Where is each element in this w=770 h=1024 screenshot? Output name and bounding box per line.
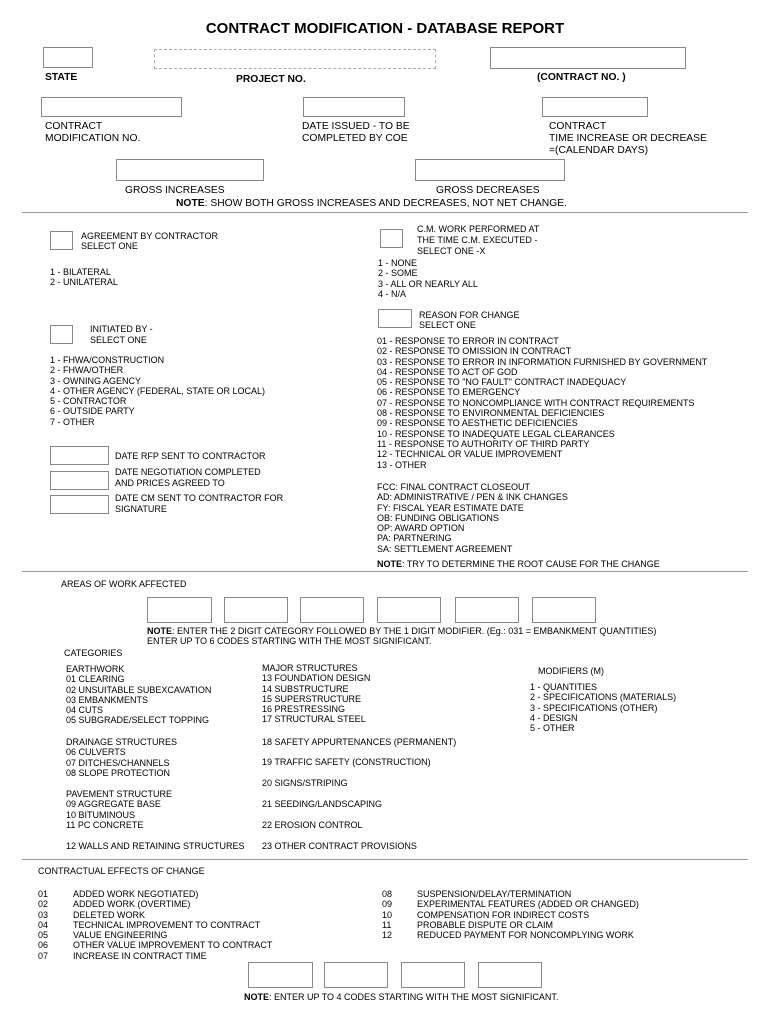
agreement-label-line-2: SELECT ONE [81,241,138,251]
effect-text: ADDED WORK (OVERTIME) [73,899,191,910]
modifier-item: 3 - SPECIFICATIONS (OTHER) [530,702,658,713]
agreement-label-line-1: AGREEMENT BY CONTRACTOR [81,231,219,241]
date-negotiation-field[interactable] [50,471,109,490]
effect-text: REDUCED PAYMENT FOR NONCOMPLYING WORK [417,930,634,941]
effect-text: INCREASE IN CONTRACT TIME [73,950,207,961]
time-change-label-line-1: CONTRACT [549,121,607,132]
reason-option: 07 - RESPONSE TO NONCOMPLIANCE WITH CONTRACT REQUIREMENTS [377,397,695,408]
categories-label: CATEGORIES [64,648,123,658]
note-text: : ENTER UP TO 4 CODES STARTING WITH THE MOST SIGNIFICANT. [269,992,559,1002]
reason-label-line-1: REASON FOR CHANGE [419,310,520,320]
reason-code: FCC: FINAL CONTRACT CLOSEOUT [377,482,531,492]
category-item: 12 WALLS AND RETAINING STRUCTURES [66,841,245,851]
effect-text: VALUE ENGINEERING [73,930,168,941]
note-label: NOTE [176,198,205,209]
initiated-options-list [50,355,265,427]
note-label: NOTE [244,992,270,1002]
cm-work-option: 1 - NONE [378,258,418,268]
initiated-label-line-1: INITIATED BY - [90,324,153,334]
category-item: 23 OTHER CONTRACT PROVISIONS [262,841,417,851]
effects-label: CONTRACTUAL EFFECTS OF CHANGE [38,866,205,876]
divider [22,212,748,213]
cm-number-field[interactable] [41,97,182,117]
reason-option: 02 - RESPONSE TO OMISSION IN CONTRACT [377,346,572,357]
note-text: : ENTER THE 2 DIGIT CATEGORY FOLLOWED BY THE 1 DIGIT MODIFIER. (Eg.: 031 = EMBANKMENT QUANTITIES) [172,626,657,636]
category-item: DRAINAGE STRUCTURES [66,737,178,747]
earthwork-group [66,664,211,726]
effect-text: ADDED WORK NEGOTIATED) [73,889,199,899]
cm-work-label-line-1: C.M. WORK PERFORMED AT [417,224,540,234]
area-code-field-1[interactable] [147,597,212,623]
reason-option: 12 - TECHNICAL OR VALUE IMPROVEMENT [377,449,563,460]
reason-note [377,559,660,570]
reason-select-field[interactable] [378,309,412,328]
cm-number-label-line-2: MODIFICATION NO. [45,133,141,144]
reason-option: 06 - RESPONSE TO EMERGENCY [377,387,521,398]
note-text: : SHOW BOTH GROSS INCREASES AND DECREASES, NOT NET CHANGE. [204,198,567,209]
date-negotiation-label-line-2: AND PRICES AGREED TO [115,478,225,488]
category-item: 06 CULVERTS [66,747,126,758]
initiated-option: 3 - OWNING AGENCY [50,375,142,386]
agreement-select-field[interactable] [50,231,73,250]
note-label: NOTE [377,559,403,569]
area-code-field-6[interactable] [532,597,596,623]
cm-work-option: 3 - ALL OR NEARLY ALL [378,279,478,289]
date-negotiation-label-line-1: DATE NEGOTIATION COMPLETED [115,467,261,477]
cm-work-option: 2 - SOME [378,268,418,278]
time-change-label-line-2: TIME INCREASE OR DECREASE [549,133,707,144]
date-cm-sent-field[interactable] [50,495,109,514]
area-code-field-5[interactable] [455,597,519,623]
effects-note [244,992,558,1003]
reason-option: 11 - RESPONSE TO AUTHORITY OF THIRD PARTY [377,438,590,449]
state-field[interactable] [43,47,93,68]
category-item: 10 BITUMINOUS [66,809,136,820]
cm-work-select-field[interactable] [380,229,403,248]
modifier-item: 2 - SPECIFICATIONS (MATERIALS) [530,692,677,703]
note-text: : TRY TO DETERMINE THE ROOT CAUSE FOR THE CHANGE [402,559,660,569]
category-item: 14 SUBSTRUCTURE [262,683,349,694]
note-label: NOTE [147,626,173,636]
effect-text: TECHNICAL IMPROVEMENT TO CONTRACT [73,919,261,930]
areas-note-line-1 [147,626,656,637]
agreement-option: 1 - BILATERAL [50,267,111,277]
effects-left-texts [73,889,272,961]
initiated-option: 1 - FHWA/CONSTRUCTION [50,355,165,365]
divider [22,571,748,572]
reason-option: 09 - RESPONSE TO AESTHETIC DEFICIENCIES [377,418,578,429]
date-issued-label-line-1: DATE ISSUED - TO BE [302,121,410,132]
reason-code: PA: PARTNERING [377,533,452,544]
reason-option: 03 - RESPONSE TO ERROR IN INFORMATION FURNISHED BY GOVERNMENT [377,356,708,367]
effect-code-field-4[interactable] [478,962,542,988]
divider [22,859,748,860]
agreement-option: 2 - UNILATERAL [50,277,118,287]
category-item: 01 CLEARING [66,674,125,685]
gross-decreases-label: GROSS DECREASES [436,185,540,196]
category-item: 02 UNSUITABLE SUBEXCAVATION [66,684,212,695]
gross-decreases-field[interactable] [415,159,565,181]
reason-code: SA: SETTLEMENT AGREEMENT [377,543,513,554]
effect-code: 02 [38,899,49,910]
gross-increases-field[interactable] [116,159,264,181]
effect-code: 09 [382,899,393,910]
reason-code: OB: FUNDING OBLIGATIONS [377,512,499,523]
effect-code: 10 [382,909,393,920]
category-item: 18 SAFETY APPURTENANCES (PERMANENT) [262,737,457,747]
reason-option: 13 - OTHER [377,459,427,470]
effect-code: 04 [38,919,49,930]
date-issued-field[interactable] [303,97,405,117]
category-item: 09 AGGREGATE BASE [66,799,161,810]
category-item: 16 PRESTRESSING [262,704,346,715]
category-item: EARTHWORK [66,664,125,674]
initiated-select-field[interactable] [50,325,73,344]
project-no-field[interactable] [154,49,436,69]
effect-code: 12 [382,930,393,941]
drainage-group [66,737,177,778]
cm-work-label-line-2: THE TIME C.M. EXECUTED - [417,235,538,245]
contract-no-label: (CONTRACT NO. ) [537,72,626,83]
initiated-option: 4 - OTHER AGENCY (FEDERAL, STATE OR LOCAL) [50,385,266,396]
effect-text: EXPERIMENTAL FEATURES (ADDED OR CHANGED) [417,899,639,910]
effect-code: 07 [38,950,49,961]
reason-option: 10 - RESPONSE TO INADEQUATE LEGAL CLEARANCES [377,428,615,439]
effect-code: 03 [38,909,49,920]
effect-text: PROBABLE DISPUTE OR CLAIM [417,919,554,930]
effect-text: DELETED WORK [73,909,146,920]
category-item: MAJOR STRUCTURES [262,663,358,673]
effect-code: 01 [38,889,49,899]
modifiers-label: MODIFIERS (M) [538,666,604,676]
time-change-field[interactable] [542,97,648,117]
time-change-label-line-3: =(CALENDAR DAYS) [549,145,649,156]
modifier-item: 1 - QUANTITIES [530,682,598,692]
reason-code: FY: FISCAL YEAR ESTIMATE DATE [377,502,524,513]
category-item: 03 EMBANKMENTS [66,694,149,705]
effect-code: 08 [382,889,393,899]
effect-code-field-3[interactable] [401,962,465,988]
modifier-item: 4 - DESIGN [530,712,578,723]
reason-option: 05 - RESPONSE TO "NO FAULT" CONTRACT INADEQUACY [377,377,627,388]
reason-code: AD: ADMINISTRATIVE / PEN & INK CHANGES [377,492,568,503]
areas-label: AREAS OF WORK AFFECTED [61,579,187,589]
modifiers-list [530,682,676,733]
pavement-group [66,789,172,830]
reason-codes-list [377,482,568,554]
effect-code-field-1[interactable] [248,962,313,988]
effect-code: 11 [382,919,392,930]
category-item: 13 FOUNDATION DESIGN [262,673,371,684]
category-item: 17 STRUCTURAL STEEL [262,714,366,725]
project-no-label: PROJECT NO. [236,74,306,85]
initiated-option: 2 - FHWA/OTHER [50,365,124,376]
category-item: 11 PC CONCRETE [66,819,144,830]
category-item: 15 SUPERSTRUCTURE [262,693,362,704]
area-code-field-4[interactable] [377,597,441,623]
category-item: 19 TRAFFIC SAFETY (CONSTRUCTION) [262,757,431,767]
reason-option: 08 - RESPONSE TO ENVIRONMENTAL DEFICIENCIES [377,408,605,419]
gross-increases-label: GROSS INCREASES [125,185,225,196]
initiated-option: 7 - OTHER [50,416,95,427]
effect-text: SUSPENSION/DELAY/TERMINATION [417,889,572,899]
category-item: 04 CUTS [66,705,104,716]
effect-code: 06 [38,940,49,951]
effects-right-texts [417,889,639,940]
reason-label-line-2: SELECT ONE [419,320,476,330]
category-item: 20 SIGNS/STRIPING [262,778,348,788]
cm-work-option: 4 - N/A [378,289,407,299]
effect-code: 05 [38,930,49,941]
area-code-field-2[interactable] [224,597,288,623]
gross-note [176,198,567,210]
category-item: 07 DITCHES/CHANNELS [66,757,170,768]
reason-option: 01 - RESPONSE TO ERROR IN CONTRACT [377,336,559,346]
area-code-field-3[interactable] [300,597,364,623]
initiated-option: 5 - CONTRACTOR [50,396,127,407]
date-rfp-label: DATE RFP SENT TO CONTRACTOR [115,451,266,461]
effect-code-field-2[interactable] [324,962,388,988]
contract-no-field[interactable] [490,47,686,69]
initiated-option: 6 - OUTSIDE PARTY [50,406,135,417]
cm-number-label-line-1: CONTRACT [45,121,103,132]
modifier-item: 5 - OTHER [530,723,575,734]
effects-left-codes [38,889,48,961]
reason-option: 04 - RESPONSE TO ACT OF GOD [377,366,518,377]
reason-code: OP: AWARD OPTION [377,523,465,534]
effects-right-codes [382,889,392,940]
state-label: STATE [45,72,78,83]
date-cm-sent-label-line-2: SIGNATURE [115,504,167,514]
page-title: CONTRACT MODIFICATION - DATABASE REPORT [205,20,565,37]
effect-text: COMPENSATION FOR INDIRECT COSTS [417,909,590,920]
date-cm-sent-label-line-1: DATE CM SENT TO CONTRACTOR FOR [115,493,284,503]
category-item: 22 EROSION CONTROL [262,820,363,830]
category-item: PAVEMENT STRUCTURE [66,789,173,799]
category-item: 08 SLOPE PROTECTION [66,767,171,778]
effect-text: OTHER VALUE IMPROVEMENT TO CONTRACT [73,940,273,951]
category-item: 05 SUBGRADE/SELECT TOPPING [66,715,210,726]
major-structures-group [262,663,370,725]
reason-options-list [377,336,707,470]
cm-work-label-line-3: SELECT ONE -X [417,246,486,256]
date-issued-label-line-2: COMPLETED BY COE [302,133,408,144]
category-item: 21 SEEDING/LANDSCAPING [262,799,383,809]
date-rfp-field[interactable] [50,446,109,465]
initiated-label-line-2: SELECT ONE [90,335,147,345]
areas-note-line-2: ENTER UP TO 6 CODES STARTING WITH THE MOST SIGNIFICANT. [147,636,432,646]
